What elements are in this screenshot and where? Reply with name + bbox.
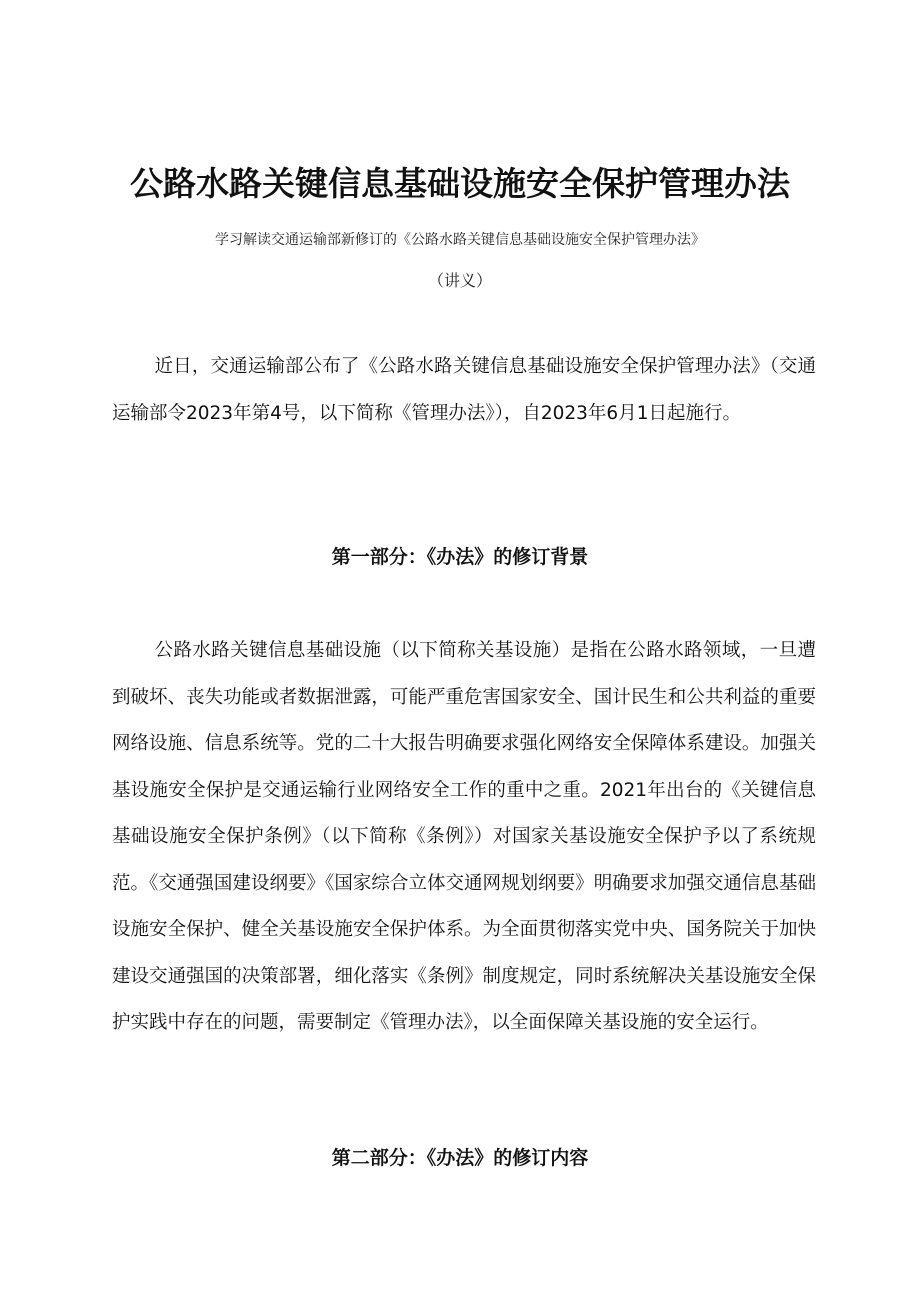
section-paragraph-1: 公路水路关键信息基础设施（以下简称关基设施）是指在公路水路领域，一旦遭到破坏、丧失功能或者数据泄露，可能严重危害国家安全、国计民生和公共利益的重要网络设施、信息系统等。党的二十大报告明确要求强化网络安全保障体系建设。加强关基设施安全保护是交通运输行业网络安全工作的重中之重。2021年出台的《关键信息基础设施安全保护条例》（以下简称《条例》）对国家关基设施安全保护予以了系统规范。《交通强国建设纲要》《国家综合立体交通网规划纲要》明确要求加强交通信息基础设施安全保护、健全关基设施安全保护体系。为全面贯彻落实党中央、国务院关于加快建设交通强国的决策部署，细化落实《条例》制度规定，同时系统解决关基设施安全保护实践中存在的问题，需要制定《管理办法》，以全面保障关基设施的安全运行。 — [112, 640, 816, 1033]
intro-paragraph: 近日，交通运输部公布了《公路水路关键信息基础设施安全保护管理办法》（交通运输部令2023年第4号，以下简称《管理办法》），自2023年6月1日起施行。 — [112, 356, 816, 424]
document-note: （讲义） — [427, 271, 492, 290]
section-heading-1: 第一部分：《办法》的修订背景 — [331, 546, 589, 568]
document-title: 公路水路关键信息基础设施安全保护管理办法 — [130, 164, 790, 203]
document-subtitle: 学习解读交通运输部新修订的《公路水路关键信息基础设施安全保护管理办法》 — [215, 232, 705, 248]
section-heading-2: 第二部分：《办法》的修订内容 — [331, 1147, 589, 1169]
